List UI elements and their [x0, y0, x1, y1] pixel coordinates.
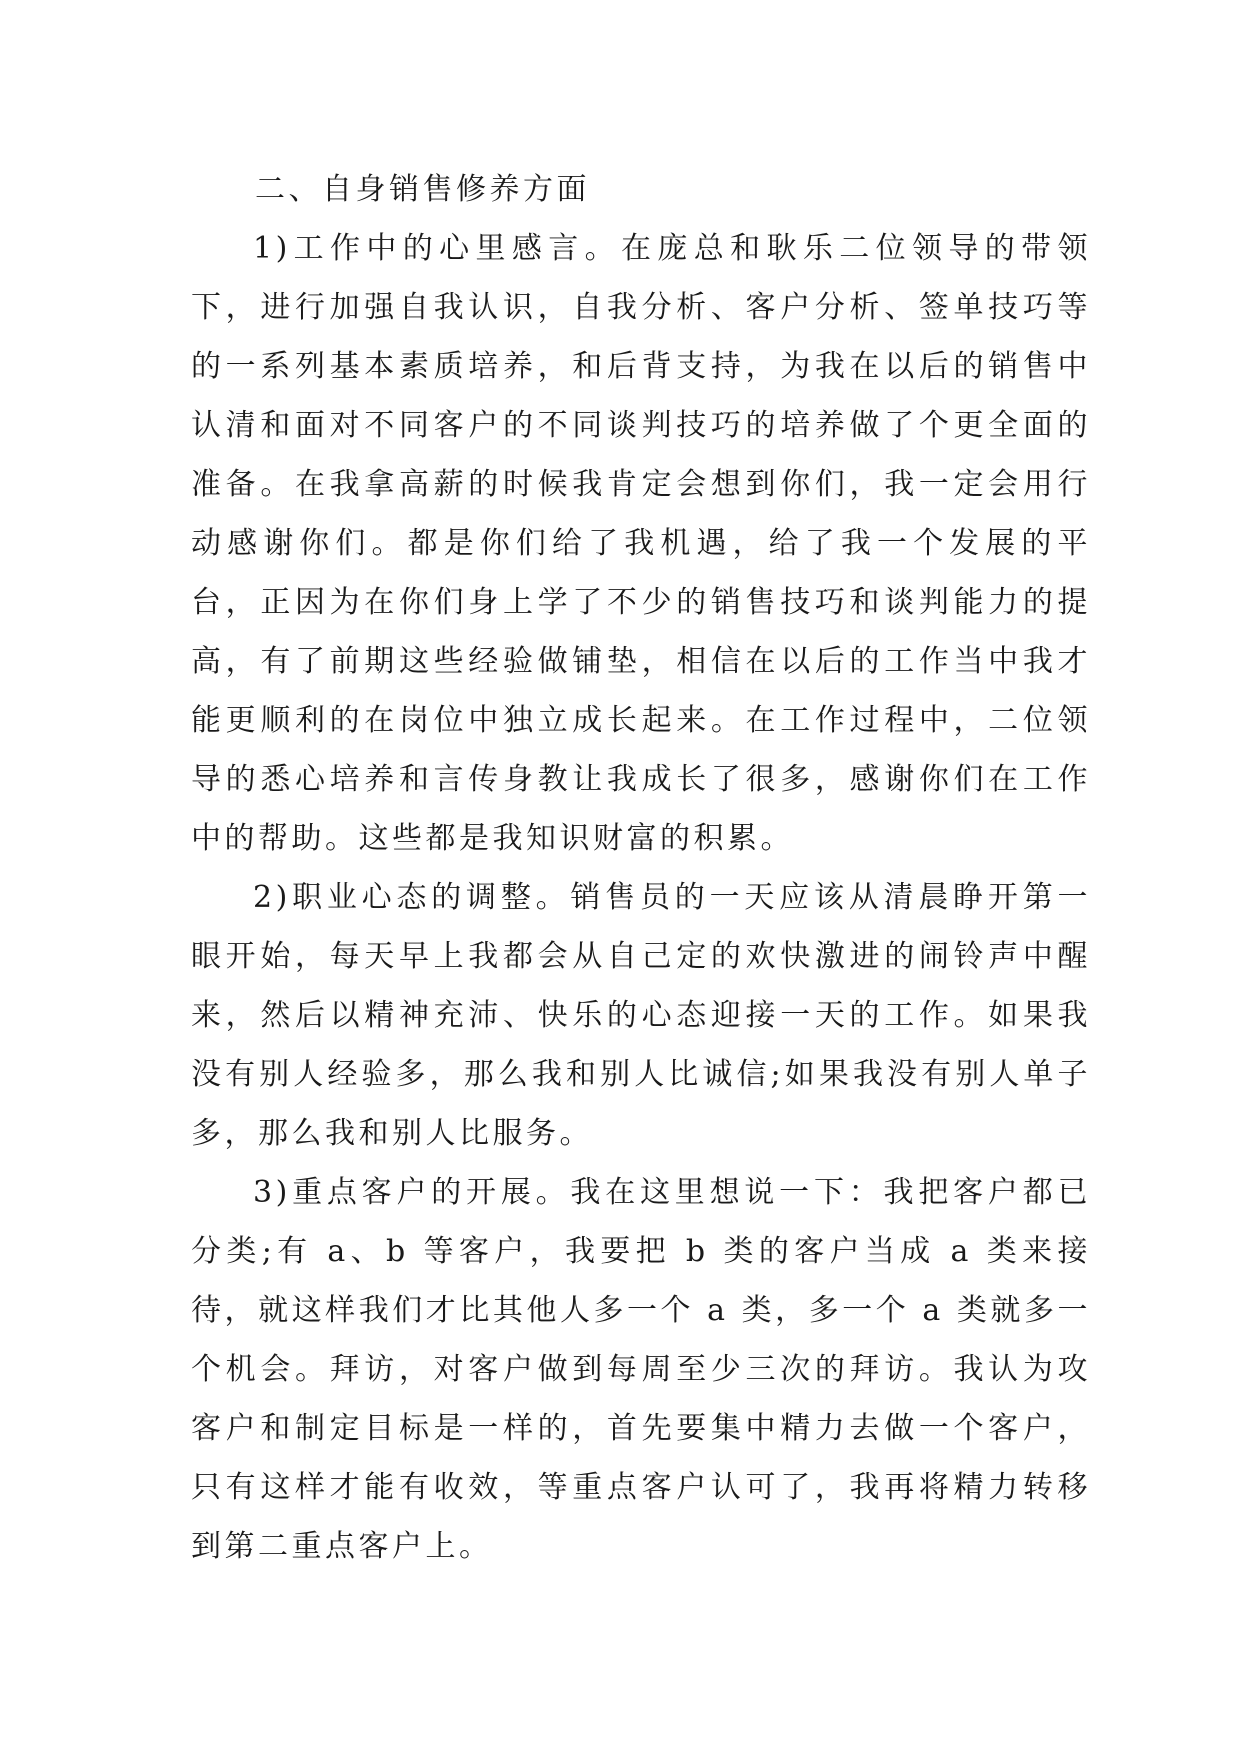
paragraph-key-clients: 3)重点客户的开展。我在这里想说一下：我把客户都已分类;有 a、b 等客户，我要把 b 类的客户当成 a 类来接待，就这样我们才比其他人多一个 a 类，多一个 a 类就多一个机会。拜访，对客户做到每周至少三次的拜访。我认为攻客户和制定目标是一样的，首先要集中精力去做一个客户，只有这样才能有收效，等重点客户认可了，我再将精力转移到第二重点客户上。 — [191, 1175, 1091, 1564]
section-heading: 二、自身销售修养方面 — [255, 172, 590, 207]
paragraph-work-feelings: 1)工作中的心里感言。在庞总和耿乐二位领导的带领下，进行加强自我认识，自我分析、客户分析、签单技巧等的一系列基本素质培养，和后背支持，为我在以后的销售中认清和面对不同客户的不同谈判技巧的培养做了个更全面的准备。在我拿高薪的时候我肯定会想到你们，我一定会用行动感谢你们。都是你们给了我机遇，给了我一个发展的平台，正因为在你们身上学了不少的销售技巧和谈判能力的提高，有了前期这些经验做铺垫，相信在以后的工作当中我才能更顺利的在岗位中独立成长起来。在工作过程中，二位领导的悉心培养和言传身教让我成长了很多，感谢你们在工作中的帮助。这些都是我知识财富的积累。 — [191, 231, 1091, 856]
document-body — [191, 160, 1091, 1576]
paragraph-mindset-adjustment: 2)职业心态的调整。销售员的一天应该从清晨睁开第一眼开始，每天早上我都会从自己定的欢快激进的闹铃声中醒来，然后以精神充沛、快乐的心态迎接一天的工作。如果我没有别人经验多，那么我和别人比诚信;如果我没有别人单子多，那么我和别人比服务。 — [191, 880, 1091, 1151]
